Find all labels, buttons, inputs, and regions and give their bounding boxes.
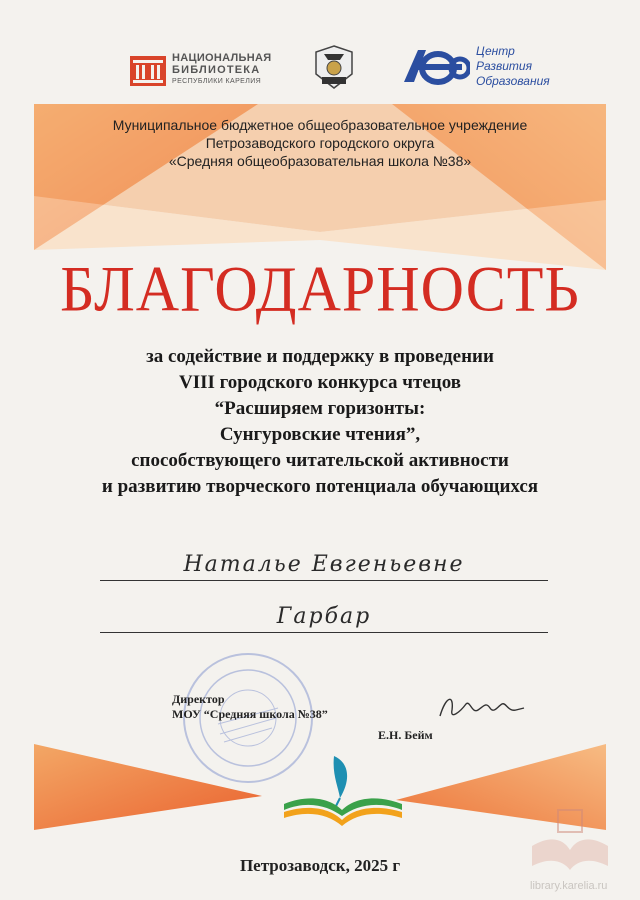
body-line-5: способствующего читательской активности: [131, 450, 509, 471]
header-line-1: Муниципальное бюджетное общеобразовательное учреждение: [112, 117, 528, 133]
signatory-role-line-2: МОУ “Средняя школа №38”: [172, 707, 328, 721]
center-name: [476, 44, 550, 89]
body-line-1: за содействие и поддержку в проведении: [146, 346, 494, 367]
name-line-1: [100, 580, 548, 581]
library-emblem-icon: [130, 56, 166, 86]
center-line-1: Центр: [476, 44, 515, 58]
institution-header: [40, 116, 600, 170]
body-line-4: Сунгуровские чтения”,: [219, 424, 421, 445]
library-line-3: РЕСПУБЛИКИ КАРЕЛИЯ: [172, 78, 262, 85]
book-quill-icon: [278, 752, 408, 832]
header-line-2: Петрозаводского городского округа: [205, 135, 435, 151]
certificate-title: БЛАГОДАРНОСТЬ: [60, 253, 580, 325]
signatory-name: Е.Н. Бейм: [378, 728, 433, 742]
certificate-body: [40, 344, 600, 500]
recipient-name: Наталье Евгеньевне: [183, 552, 465, 577]
body-line-6: и развитию творческого потенциала обучающихся: [101, 476, 539, 497]
library-watermark-icon: [528, 806, 612, 876]
body-line-3: “Расширяем горизонты:: [214, 398, 426, 419]
signatory-role: [172, 692, 328, 722]
city-year: Петрозаводск, 2025 г: [239, 856, 401, 875]
signatory-role-line-1: Директор: [172, 692, 225, 706]
header-line-3: «Средняя общеобразовательная школа №38»: [168, 153, 472, 169]
center-line-3: Образования: [476, 74, 550, 88]
library-name: [172, 52, 282, 88]
site-watermark: library.karelia.ru: [530, 880, 608, 892]
center-line-2: Развития: [476, 59, 533, 73]
school-emblem-label: ШКОЛА: [325, 79, 343, 85]
library-line-2: БИБЛИОТЕКА: [172, 64, 261, 76]
handwritten-signature: [436, 690, 526, 730]
recipient-surname: Гарбар: [276, 604, 372, 629]
school-emblem-icon: [312, 44, 356, 90]
center-logo: [398, 44, 588, 94]
name-line-2: [100, 632, 548, 633]
library-line-1: НАЦИОНАЛЬНАЯ: [172, 52, 272, 64]
center-emblem-icon: [398, 46, 470, 90]
library-logo: [130, 48, 280, 88]
body-line-2: VIII городского конкурса чтецов: [179, 372, 461, 393]
